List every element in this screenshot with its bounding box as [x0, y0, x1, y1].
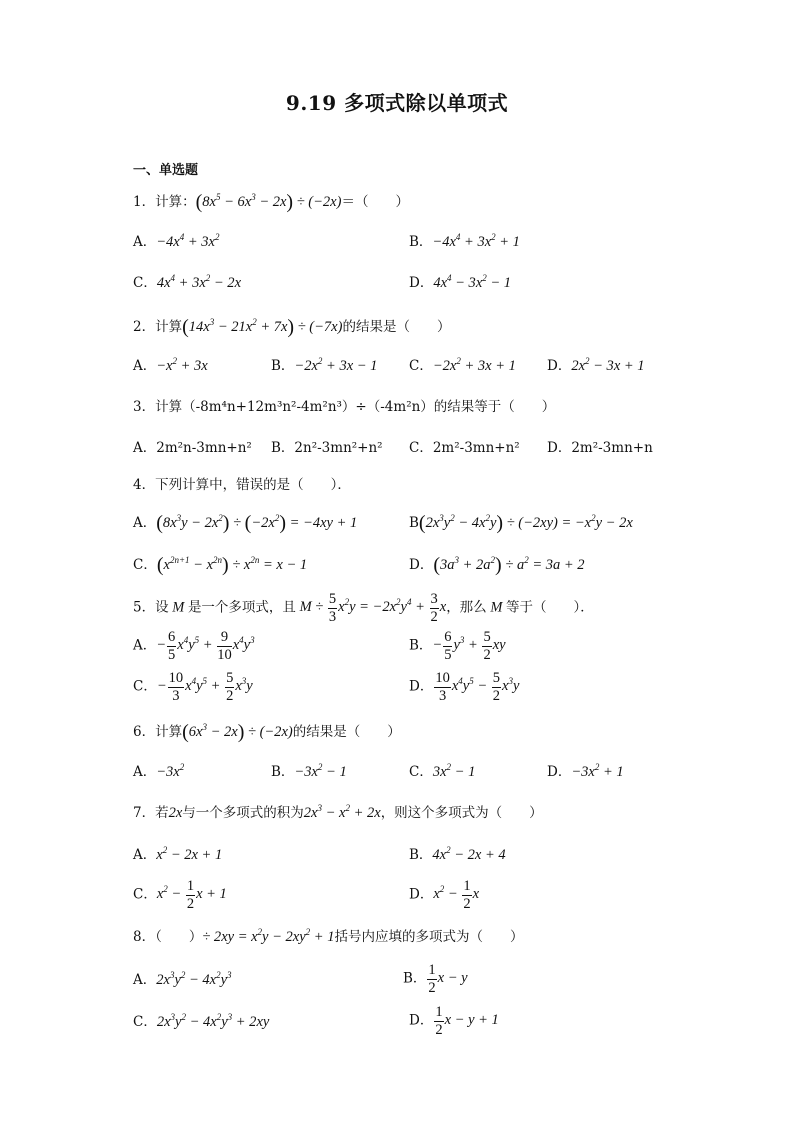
question-5-expression: M ÷ $\frac{5}{3}$ $x^2y = -2x^2y^4$ + $\frac{3}{2}$ x	[299, 591, 447, 625]
question-6-option-a[interactable]	[133, 762, 185, 780]
question-1-expression: $(8x^5 - 6x^3 - 2x) \div (-2x)$	[195, 191, 342, 213]
question-6-expression: $(6x^3 - 2x) \div (-2x)$	[182, 721, 293, 743]
question-1-tail: ＝（ ）	[341, 194, 409, 210]
question-2-stem: 2．计算	[133, 319, 183, 335]
question-5-tail2: 等于（ ）．	[506, 599, 594, 616]
question-4-option-a[interactable]	[133, 513, 357, 533]
question-7	[133, 803, 543, 821]
question-3-option-d[interactable]: D．2m²-3mn+n	[547, 440, 653, 456]
option-expression: $-2x^2 + 3x + 1$	[432, 356, 516, 374]
question-8-stem: 8．（ ）	[133, 929, 203, 945]
question-7-mid: 与一个多项式的积为	[182, 805, 304, 821]
option-expression: $2x^3y^2 - 4x^2y^3 + 2xy$	[156, 1012, 270, 1030]
question-2-option-c[interactable]	[409, 356, 516, 374]
question-5-stem: 5．设	[133, 599, 169, 616]
option-expression: $2x^3y^2 - 4x^2y^3$	[156, 970, 232, 988]
question-1-option-b[interactable]	[409, 232, 520, 250]
question-2-option-d[interactable]	[547, 356, 645, 374]
option-expression: $\frac{1}{2}$ x − y	[428, 962, 468, 996]
question-6-tail: 的结果是（ ）	[292, 724, 401, 740]
option-label: B	[409, 515, 419, 531]
question-4-option-c[interactable]	[133, 555, 307, 575]
question-3-option-b[interactable]: B．2n²-3mn²+n²	[271, 440, 383, 456]
question-3-stem: 3．计算（-8m⁴n+12m³n²-4m²n³）÷（-4m²n）的结果等于（ ）	[133, 399, 556, 415]
option-label: B．	[409, 637, 433, 654]
question-8-option-d[interactable]	[409, 1005, 499, 1037]
question-5	[133, 592, 594, 624]
question-4-option-d[interactable]	[409, 555, 585, 575]
question-2-expression: $(14x^3 - 21x^2 + 7x) \div (-7x)$	[182, 316, 343, 338]
option-expression: $-x^2 + 3x$	[156, 356, 208, 374]
option-expression: $-3x^2 - 1$	[294, 762, 347, 780]
option-expression: $2x^2 - 3x + 1$	[571, 356, 645, 374]
question-2-option-a[interactable]	[133, 356, 208, 374]
option-label: A．	[133, 972, 157, 988]
question-5-option-a[interactable]	[133, 630, 255, 662]
question-1	[133, 192, 409, 212]
option-expression: $4x^4 - 3x^2 - 1$	[433, 273, 512, 291]
option-expression: $3x^2 - 1$	[432, 762, 476, 780]
option-label: C．	[409, 764, 433, 780]
question-5-option-d[interactable]	[409, 671, 519, 703]
question-8-tail: 括号内应填的多项式为（ ）	[334, 929, 524, 945]
question-8-option-c[interactable]	[133, 1012, 270, 1030]
question-3-option-c[interactable]: C．2m²-3mn+n²	[409, 440, 520, 456]
option-expression: $4x^2 - 2x + 4$	[432, 845, 506, 863]
page-title: 9.19 多项式除以单项式	[285, 91, 509, 115]
question-6	[133, 722, 401, 742]
question-5-tail: ，那么	[446, 599, 487, 616]
option-expression: $-2x^2 + 3x - 1$	[294, 356, 378, 374]
question-6-option-d[interactable]	[547, 762, 624, 780]
option-label: C．	[133, 678, 157, 695]
question-5-option-c[interactable]	[133, 671, 253, 703]
option-expression: $x^2 - 2x + 1$	[156, 845, 223, 863]
option-expression: $(x^{2n+1} - x^{2n}) \div x^{2n} = x - 1$	[156, 554, 308, 576]
option-expression: $x^2$ − $\frac{1}{2}$ x	[433, 878, 479, 912]
question-5-mid: 是一个多项式，且	[187, 599, 296, 616]
question-2	[133, 317, 450, 337]
question-7-option-d[interactable]	[409, 879, 479, 911]
option-label: A．	[133, 847, 157, 863]
question-7-stem: 7．若	[133, 805, 169, 821]
option-label: D．	[409, 557, 434, 573]
question-5-option-b[interactable]	[409, 630, 506, 662]
option-label: C．	[409, 358, 433, 374]
option-label: B．	[409, 234, 433, 250]
option-label: A．	[133, 764, 157, 780]
option-expression: $-3x^2$	[156, 762, 185, 780]
option-expression: $(8x^3y - 2x^2) \div (-2x^2) = -4xy + 1$	[156, 512, 358, 534]
option-expression: $\frac{10}{3}$ $x^4y^5$ − $\frac{5}{2}$ $x^3y$	[435, 670, 520, 704]
option-label: C．	[133, 886, 157, 903]
option-expression: − $\frac{6}{5}$ $x^4y^5$ + $\frac{9}{10}$ $x^4y^3$	[156, 629, 255, 663]
question-1-option-d[interactable]	[409, 273, 512, 291]
variable-m: M	[490, 599, 503, 616]
question-7-product: $2x^3 - x^2 + 2x$	[303, 803, 381, 821]
option-expression: $\frac{1}{2}$ x − y + 1	[435, 1004, 499, 1038]
question-4-stem: 4．下列计算中，错误的是（ ）．	[133, 477, 351, 493]
question-7-option-a[interactable]	[133, 845, 223, 863]
question-1-stem: 1．计算：	[133, 194, 196, 210]
option-expression: $(2x^3y^2 - 4x^2y) \div (-2xy) = -x^2y - 2x$	[418, 512, 633, 534]
option-label: C．	[133, 557, 157, 573]
option-label: B．	[409, 847, 433, 863]
question-8-option-a[interactable]	[133, 970, 232, 988]
question-8	[133, 927, 524, 945]
question-7-tail: ，则这个多项式为（ ）	[380, 805, 543, 821]
option-expression: − $\frac{6}{5}$ $y^3$ + $\frac{5}{2}$ xy	[432, 629, 506, 663]
option-label: D．	[409, 886, 434, 903]
option-expression: $4x^4 + 3x^2 - 2x$	[156, 273, 241, 291]
option-label: B．	[271, 358, 295, 374]
question-1-option-a[interactable]	[133, 232, 220, 250]
option-expression: $(3a^3 + 2a^2) \div a^2 = 3a + 2$	[433, 554, 585, 576]
option-label: D．	[547, 358, 572, 374]
option-label: D．	[409, 275, 434, 291]
question-6-stem: 6．计算	[133, 724, 183, 740]
option-expression: $-3x^2 + 1$	[571, 762, 624, 780]
question-6-option-b[interactable]	[271, 762, 347, 780]
question-8-expression: ÷ $2xy = x^2y - 2xy^2 + 1$	[202, 927, 335, 945]
question-2-option-b[interactable]	[271, 356, 378, 374]
option-label: B．	[271, 764, 295, 780]
option-expression: $-4x^4 + 3x^2$	[156, 232, 220, 250]
variable-m: M	[172, 599, 185, 616]
option-label: A．	[133, 358, 157, 374]
question-7-option-b[interactable]	[409, 845, 506, 863]
question-1-option-c[interactable]	[133, 273, 241, 291]
question-3-option-a[interactable]: A．2m²n-3mn+n²	[133, 440, 252, 456]
option-expression: $x^2$ − $\frac{1}{2}$ x + 1	[156, 878, 227, 912]
option-label: C．	[133, 275, 157, 291]
option-label: D．	[547, 764, 572, 780]
option-label: D．	[409, 678, 434, 695]
question-7-option-c[interactable]	[133, 879, 227, 911]
question-4-option-b[interactable]	[409, 513, 633, 533]
section-heading: 一、单选题	[133, 163, 199, 178]
option-label: A．	[133, 515, 157, 531]
option-expression: $-4x^4 + 3x^2 + 1$	[432, 232, 520, 250]
option-label: A．	[133, 637, 157, 654]
question-8-option-b[interactable]	[403, 963, 468, 995]
option-label: A．	[133, 234, 157, 250]
option-label: D．	[409, 1012, 434, 1029]
option-expression: − $\frac{10}{3}$ $x^4y^5$ + $\frac{5}{2}$ $x^3y$	[156, 670, 253, 704]
question-2-tail: 的结果是（ ）	[342, 319, 451, 335]
question-6-option-c[interactable]	[409, 762, 476, 780]
option-label: C．	[133, 1014, 157, 1030]
question-7-term: 2x	[168, 805, 183, 821]
option-label: B．	[403, 970, 427, 987]
